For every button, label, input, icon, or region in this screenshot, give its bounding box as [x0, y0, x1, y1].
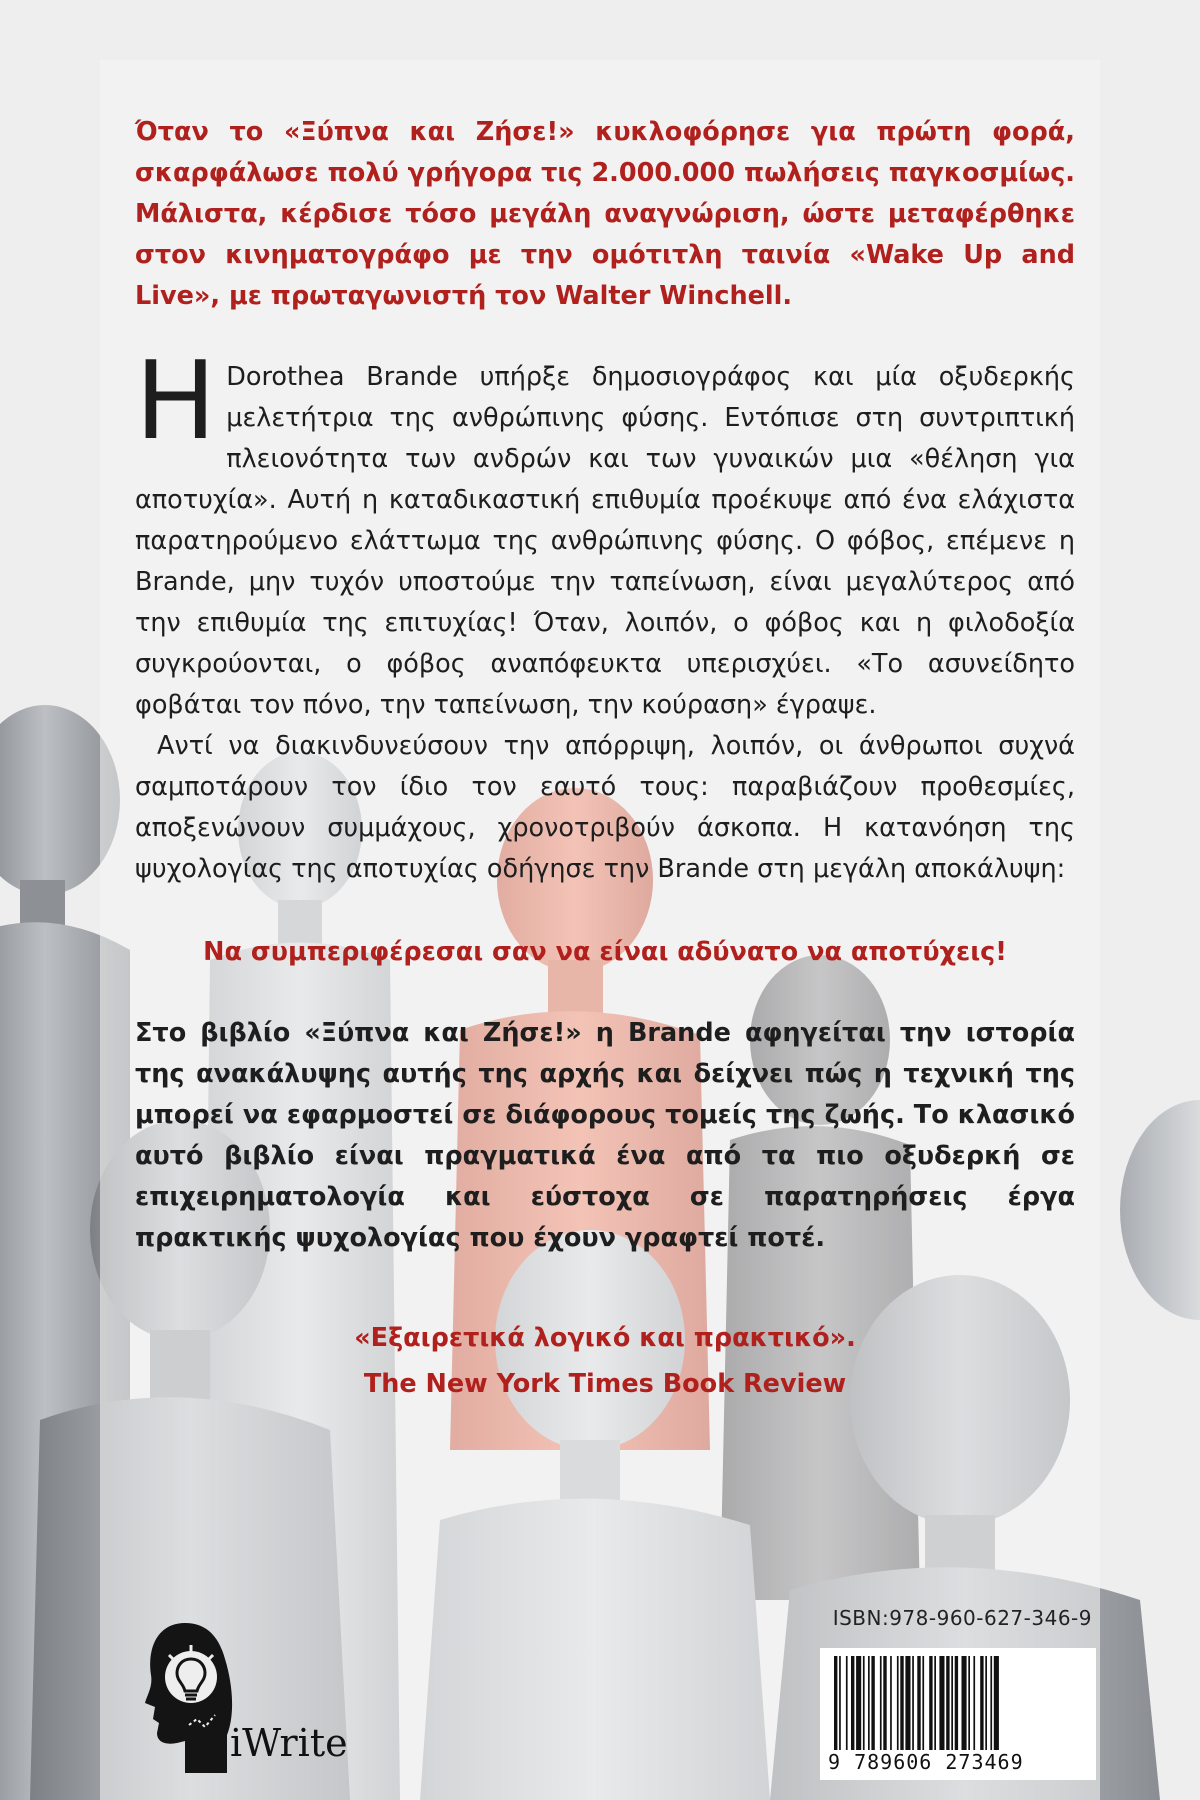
- barcode-bar: [883, 1656, 886, 1750]
- isbn-label: ISBN:978-960-627-346-9: [832, 1606, 1092, 1630]
- barcode-bar: [900, 1656, 903, 1750]
- barcode-bar: [922, 1656, 924, 1750]
- bold-paragraph: Στο βιβλίο «Ξύπνα και Ζήσε!» η Brande αφηγείται την ιστορία της ανακάλυψης αυτής της αρχής και δείχνει πώς η τεχνική της μπορεί να εφαρμοστεί σε διάφορους τομείς της ζωής. Το κλασικό αυτό βιβλίο είναι πραγματικά ένα από τα πιο οξυδερκή σε επιχειρηματολογία και εύστοχα σε παρατηρήσεις έργα πρακτικής ψυχολογίας που έχουν γραφτεί ποτέ.: [135, 1018, 1075, 1253]
- barcode-bar: [912, 1656, 914, 1750]
- barcode-bar: [990, 1656, 992, 1750]
- barcode-bar: [863, 1656, 865, 1750]
- back-cover-text: [135, 112, 1075, 1407]
- barcode-bar: [968, 1656, 970, 1750]
- barcode-bar: [951, 1656, 953, 1750]
- intro-paragraph: Όταν το «Ξύπνα και Ζήσε!» κυκλοφόρησε για πρώτη φορά, σκαρφάλωσε πολύ γρήγορα τις 2.000.000 πωλήσεις παγκοσμίως. Μάλιστα, κέρδισε τόσο μεγάλη αναγνώριση, ώστε μεταφέρθηκε στον κινηματογράφο με την ομότιτλη ταινία «Wake Up and Live», με πρωταγωνιστή τον Walter Winchell.: [135, 117, 1075, 311]
- barcode-bar: [994, 1656, 999, 1750]
- paragraph-1: [135, 339, 1075, 726]
- review-source: The New York Times Book Review: [363, 1369, 847, 1399]
- barcode-bar: [839, 1656, 841, 1750]
- barcode-digits: 9 789606 273469: [828, 1750, 1024, 1774]
- barcode-bar: [946, 1656, 949, 1750]
- review-quote: «Εξαιρετικά λογικό και πρακτικό».: [354, 1323, 856, 1353]
- barcode-bar: [962, 1656, 967, 1750]
- publisher-name: iWrite: [230, 1721, 348, 1765]
- publisher-logo: [145, 1615, 375, 1775]
- barcode-bar: [980, 1656, 983, 1750]
- barcode-bar: [985, 1656, 987, 1750]
- barcode-bar: [973, 1656, 975, 1750]
- barcode-bar: [929, 1656, 932, 1750]
- barcode-bars: [830, 1656, 1086, 1750]
- barcode-bar: [897, 1656, 899, 1750]
- barcode-bar: [905, 1656, 910, 1750]
- paragraph-1-text: Dorothea Brande υπήρξε δημοσιογράφος και μία οξυδερκής μελετήτρια της ανθρώπινης φύσης. Εντόπισε στη συντριπτική πλειονότητα των ανδρών και των γυναικών μια «θέληση για αποτυχία». Αυτή η καταδικαστική επιθυμία προέκυψε από ένα ελάχιστα παρατηρούμενο ελάττωμα της ανθρώπινης φύσης. Ο φόβος, επέμενε η Brande, μην τυχόν υποστούμε την ταπείνωση, είναι μεγαλύτερος από την επιθυμία της επιτυχίας! Όταν, λοιπόν, ο φόβος και η φιλοδοξία συγκρούονται, ο φόβος αναπόφευκτα υπερισχύει. «Το ασυνείδητο φοβάται τον πόνο, την ταπείνωση, την κούραση» έγραψε.: [135, 362, 1075, 720]
- barcode-bar: [934, 1656, 936, 1750]
- barcode-bar: [917, 1656, 920, 1750]
- barcode-bar: [846, 1656, 848, 1750]
- barcode-bar: [890, 1656, 892, 1750]
- barcode-bar: [955, 1656, 958, 1750]
- barcode-bar: [868, 1656, 870, 1750]
- paragraph-2: Αντί να διακινδυνεύσουν την απόρριψη, λοιπόν, οι άνθρωποι συχνά σαμποτάρουν τον ίδιο τον εαυτό τους: παραβιάζουν προθεσμίες, αποξενώνουν συμμάχους, χρονοτριβούν άσκοπα. Η κατανόηση της ψυχολογίας της αποτυχίας οδήγησε την Brande στη μεγάλη αποκάλυψη:: [135, 731, 1075, 884]
- barcode-bar: [871, 1656, 874, 1750]
- barcode-bar: [880, 1656, 882, 1750]
- drop-cap: Η: [135, 339, 217, 464]
- highlight-line: Να συμπεριφέρεσαι σαν να είναι αδύνατο να αποτύχεις!: [203, 937, 1007, 967]
- barcode-bar: [851, 1656, 854, 1750]
- head-lightbulb-icon: [145, 1615, 235, 1775]
- barcode-bar: [834, 1656, 837, 1750]
- barcode-bar: [856, 1656, 861, 1750]
- barcode: [820, 1648, 1096, 1780]
- barcode-bar: [939, 1656, 944, 1750]
